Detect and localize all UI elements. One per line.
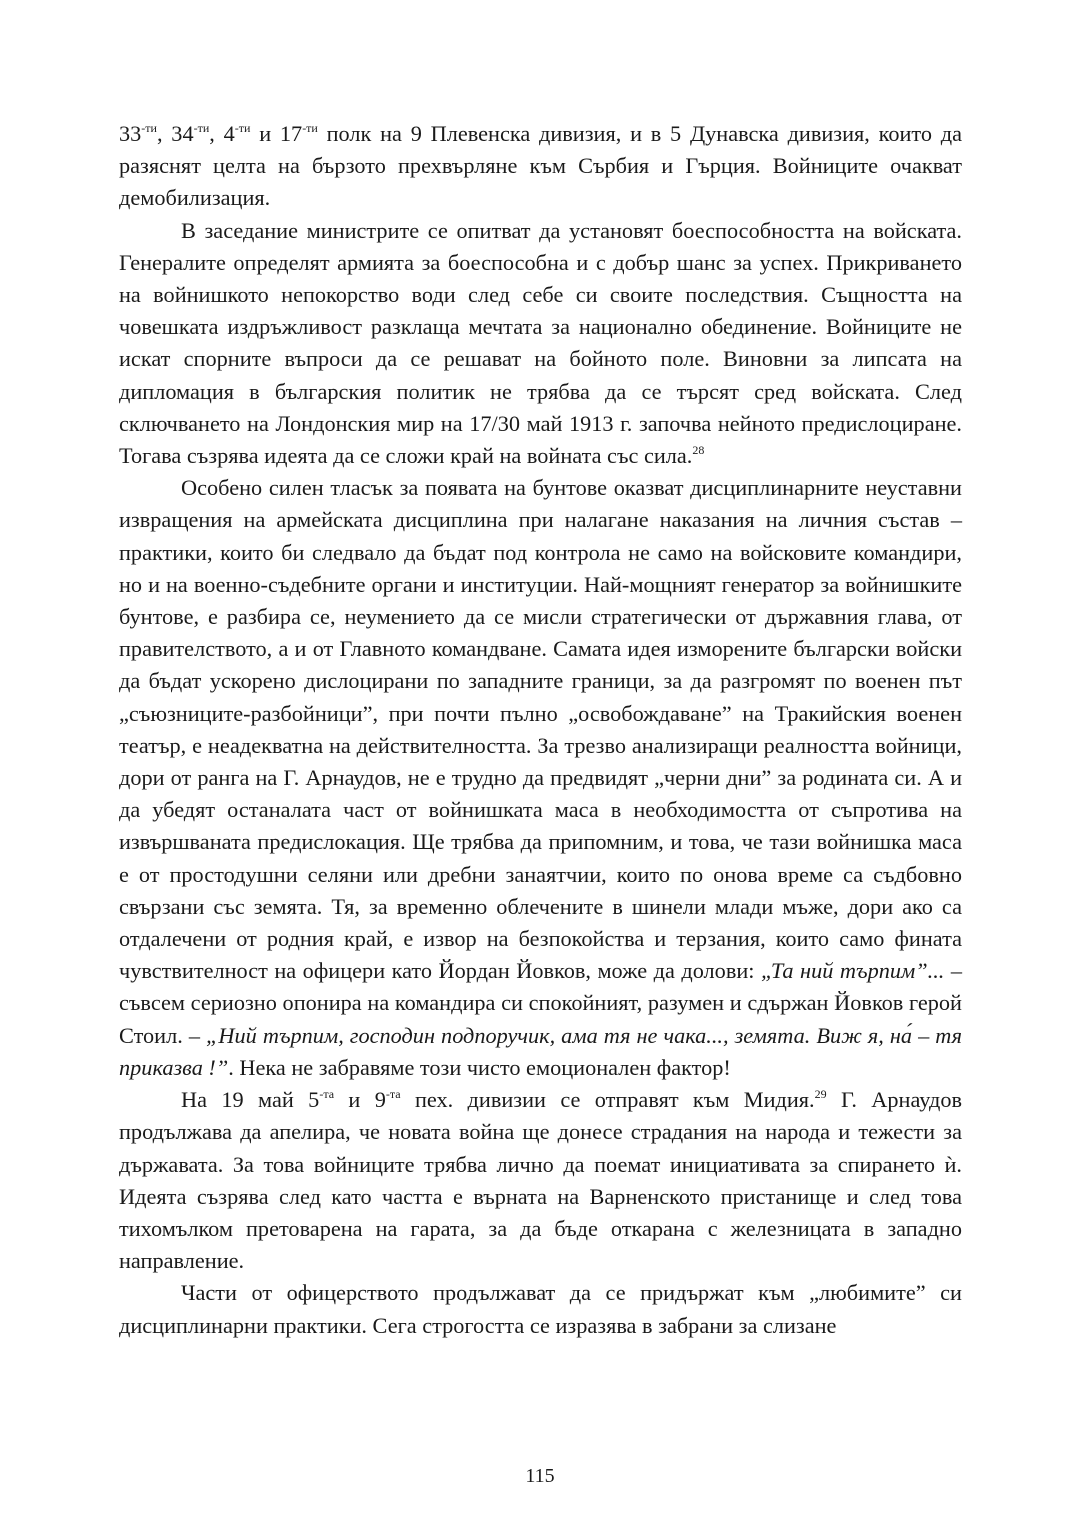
text-run: пех. дивизии се отправят към Мидия. [400,1087,815,1113]
quote-italic: „Ний търпим, господин подпоручик, ама тя не чака..., земята. Виж я, на́ – тя приказва !” [119,1022,962,1080]
footnote-ref: 28 [692,443,705,458]
ordinal-suffix: -ти [193,121,210,135]
ordinal-suffix: -ти [234,121,251,135]
paragraph-4 [119,1084,962,1277]
paragraph-5 [119,1277,962,1341]
text-run: На 19 май 5 [181,1087,320,1113]
quote-italic: „Та ний търпим”... [760,958,945,984]
ordinal-suffix: -та [385,1087,401,1102]
text-run: и 9 [334,1087,386,1113]
text-run: – съвсем сериозно опонира на командира си спокойният, разумен и сдържан Йовков герой Стоил. – [119,958,962,1048]
page-body [119,118,962,1342]
paragraph-1 [119,118,962,215]
text-run: Г. Арнаудов продължава да апелира, че новата война ще донесе страдания на народа и тежести за държавата. За това войниците трябва лично да поемат инициативата за спирането ѝ. Идеята съзрява след като частта е върната на Варненското пристанище и след това тихомълком претоварена на гарата, за да бъде откарана с железницата в западно направление. [119,1087,963,1274]
text-run: . Нека не забравяме този чисто емоционален фактор! [228,1054,731,1080]
text-run: , 34 [156,121,194,146]
text-run: , 4 [209,121,235,146]
text-run: 33 [119,121,142,146]
footnote-ref: 29 [814,1087,827,1102]
paragraph-3 [119,472,962,1084]
text-run: Части от офицерството продължават да се придържат към „любимите” си дисциплинарни практики. Сега строгостта се изразява в забрани за слизане [119,1280,962,1338]
text-run: полк на 9 Плевенска дивизия, и в 5 Дунавска дивизия, които да разяснят целта на бързото прехвърляне към Сърбия и Гърция. Войниците очакват демобилизация. [119,121,963,211]
page-number: 115 [525,1465,555,1487]
text-run: Особено силен тласък за появата на бунтове оказват дисциплинарните неуставни извращения на армейската дисциплина при налагане наказания на личния състав – практики, които би следвало да бъдат под контрола не само на войсковите командири, но и на военно-съдебните органи и институции. Най-мощният генератор за войнишките бунтове, е разбира се, неумението да се мисли стратегически от държавния глава, от правителството, а и от Главното командване. Самата идея изморените български войски да бъдат ускорено дислоцирани по западните граници, за да разгромят по военен път „съюзниците-разбойници”, при почти пълно „освобождаване” на Тракийския военен театър, е неадекватна на действителността. За трезво анализиращи реалността войници, дори от ранга на Г. Арнаудов, не е трудно да предвидят „черни дни” за родината си. А и да убедят останалата част от войнишката маса в необходимостта от съпротива на извършваната предислокация. Ще трябва да припомним, и това, че тази войнишка маса е от простодушни селяни или дребни занаятчии, които по онова време са съдбовно свързани със земята. Тя, за временно облечените в шинели млади мъже, дори ако са отдалечени от родния край, е извор на безпокойства и терзания, които само фината чувствителност на офицери като Йордан Йовков, може да долови: [119,475,962,984]
ordinal-suffix: -ти [141,121,157,135]
text-run: и 17 [250,121,303,146]
ordinal-suffix: -та [319,1087,335,1102]
paragraph-2 [119,215,962,473]
ordinal-suffix: -ти [302,121,318,135]
text-run: В заседание министрите се опитват да установят боеспособността на войската. Генералите определят армията за боеспособна и с добър шанс за успех. Прикриването на войнишкото непокорство води след себе си своите последствия. Същността на човешката издръжливост разклаща мечтата за национално обединение. Войниците не искат спорните въпроси да се решават на бойното поле. Виновни за липсата на дипломация в българския политик не трябва да се търсят сред войската. След сключването на Лондонския мир на 17/30 май 1913 г. започва нейното предислоциране. Тогава съзрява идеята да се сложи край на войната със сила. [119,217,962,469]
